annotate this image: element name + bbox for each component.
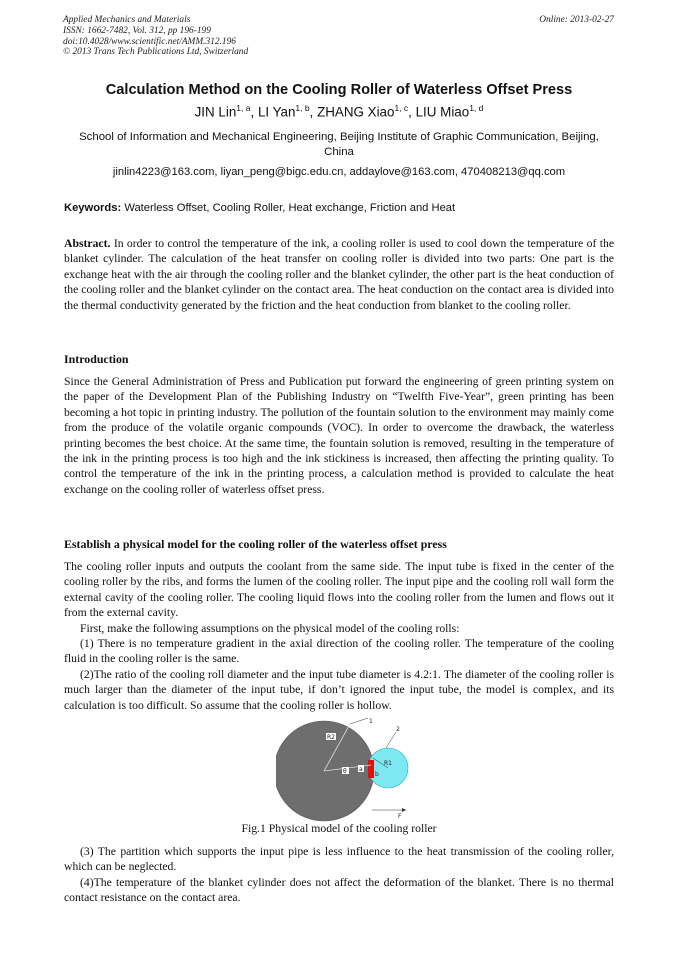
callout-label-1: 1 [369,718,373,725]
doi: doi:10.4028/www.scientific.net/AMM.312.196 [63,36,236,47]
model-section-heading: Establish a physical model for the cooling roller of the waterless offset press [64,537,447,551]
introduction-body [64,374,614,497]
paper-title: Calculation Method on the Cooling Roller of Waterless Offset Press [105,82,573,98]
label-theta: θ [343,768,347,775]
model-paragraph-3: (1) There is no temperature gradient in the axial direction of the cooling roller. The temperature of the cooling fluid in the cooling roller is the same. [64,637,614,666]
abstract-text: In order to control the temperature of the ink, a cooling roller is used to cool down the temperature of the blanket cylinder. The calculation of the heat transfer on cooling roller is divided into two parts: One part is the exchange heat with the air through the cooling roller and the blanket cylinder, the other part is the heat conduction of the cooling roller and the blanket cylinder on the contact area. The heat conduction on the contact area is divided into the thermal conductivity generated by the friction and the heat conduction from blanket to the cooling roller. [64,237,615,312]
affiliation: School of Information and Mechanical Engineering, Beijing Institute of Graphic Communication, Beijing, China [79,131,599,159]
author-list: JIN Lin$^{1, a}$, LI Yan$^{1, b}$, ZHANG Xiao$^{1, c}$, LIU Miao$^{1, d}$ [194,103,484,120]
force-label: F [398,813,402,820]
model-section-body [64,559,614,713]
abstract [64,236,614,313]
cooling-roller-figure [276,718,421,823]
author-emails: jinlin4223@163.com, liyan_peng@bigc.edu.cn, addaylove@163.com, 470408213@qq.com [112,166,566,178]
copyright: © 2013 Trans Tech Publications Ltd, Switzerland [63,47,249,58]
issn: ISSN: 1662-7482, Vol. 312, pp 196-199 [63,25,211,36]
keywords-label: Keywords: [64,202,122,214]
author-sup: 1, c [394,103,409,113]
callout-label-2: 2 [396,726,400,733]
keywords [64,202,455,214]
model-paragraph-2: First, make the following assumptions on the physical model of the cooling rolls: [80,621,460,635]
author-name: LIU Miao [415,104,470,120]
model-paragraph-1: The cooling roller inputs and outputs the coolant from the same side. The input tube is fixed in the center of the cooling roller by the ribs, and forms the lumen of the cooling roller. The input pipe and the cooling roll wall form the external cavity of the cooling roller. The cooling liquid flows into the cooling roller from the lumen and flows out it from the external cavity. [64,560,614,620]
model-section-continued [64,844,614,906]
contact-area [368,760,374,778]
label-b: b [375,771,379,778]
label-r1: R1 [384,760,392,767]
author-name: LI Yan [257,104,296,120]
author-sup: 1, a [236,103,251,113]
label-a: a [359,766,363,773]
label-r2: R2 [327,734,335,741]
abstract-label: Abstract. [64,237,111,250]
author-name: ZHANG Xiao [317,104,395,120]
author-name: JIN Lin [194,104,237,120]
author-sup: 1, b [295,103,310,113]
online-date: Online: 2013-02-27 [539,15,614,25]
introduction-text: Since the General Administration of Press and Publication put forward the engineering of green printing system on the paper of the Development Plan of the Publishing Industry on “Twelfth Five-Year”, green printing has been becoming a hot topic in printing industry. The pollution of the fountain solution to the environment may mainly come from the produce of the volatile organic compounds (VOC). In order to overcome the drawback, the waterless printing becomes the best choice. At the same time, the fountain solution is removed, resulting in the temperature of the ink in the printing process is too high and the ink stickiness is increased, then affecting the printing quality. To control the temperature of the ink in the printing process, a calculation method is provided to calculate the heat exchange on the cooling roller of waterless offset press. [64,375,614,496]
model-paragraph-5: (3) The partition which supports the input pipe is less influence to the heat transmission of the cooling roller, which can be neglected. [64,845,614,874]
author-sup: 1, d [469,103,484,113]
model-paragraph-4: (2)The ratio of the cooling roll diameter and the input tube diameter is 4.2:1. The diameter of the cooling roller is much larger than the diameter of the input tube, if don’t ignored the input tube, the model is complex, and its calculation is too difficult. So assume that the cooling roller is hollow. [64,667,614,712]
journal-header [63,15,248,58]
keywords-text: Waterless Offset, Cooling Roller, Heat exchange, Friction and Heat [124,202,456,214]
callout-line-1 [350,718,368,724]
journal-name: Applied Mechanics and Materials [63,15,191,25]
introduction-heading: Introduction [64,352,129,366]
model-paragraph-6: (4)The temperature of the blanket cylinder does not affect the deformation of the blanket. There is no thermal contact resistance on the contact area. [64,875,614,905]
callout-line-2 [386,732,396,748]
force-arrowhead [402,808,406,812]
figure-caption: Fig.1 Physical model of the cooling roller [241,822,437,835]
